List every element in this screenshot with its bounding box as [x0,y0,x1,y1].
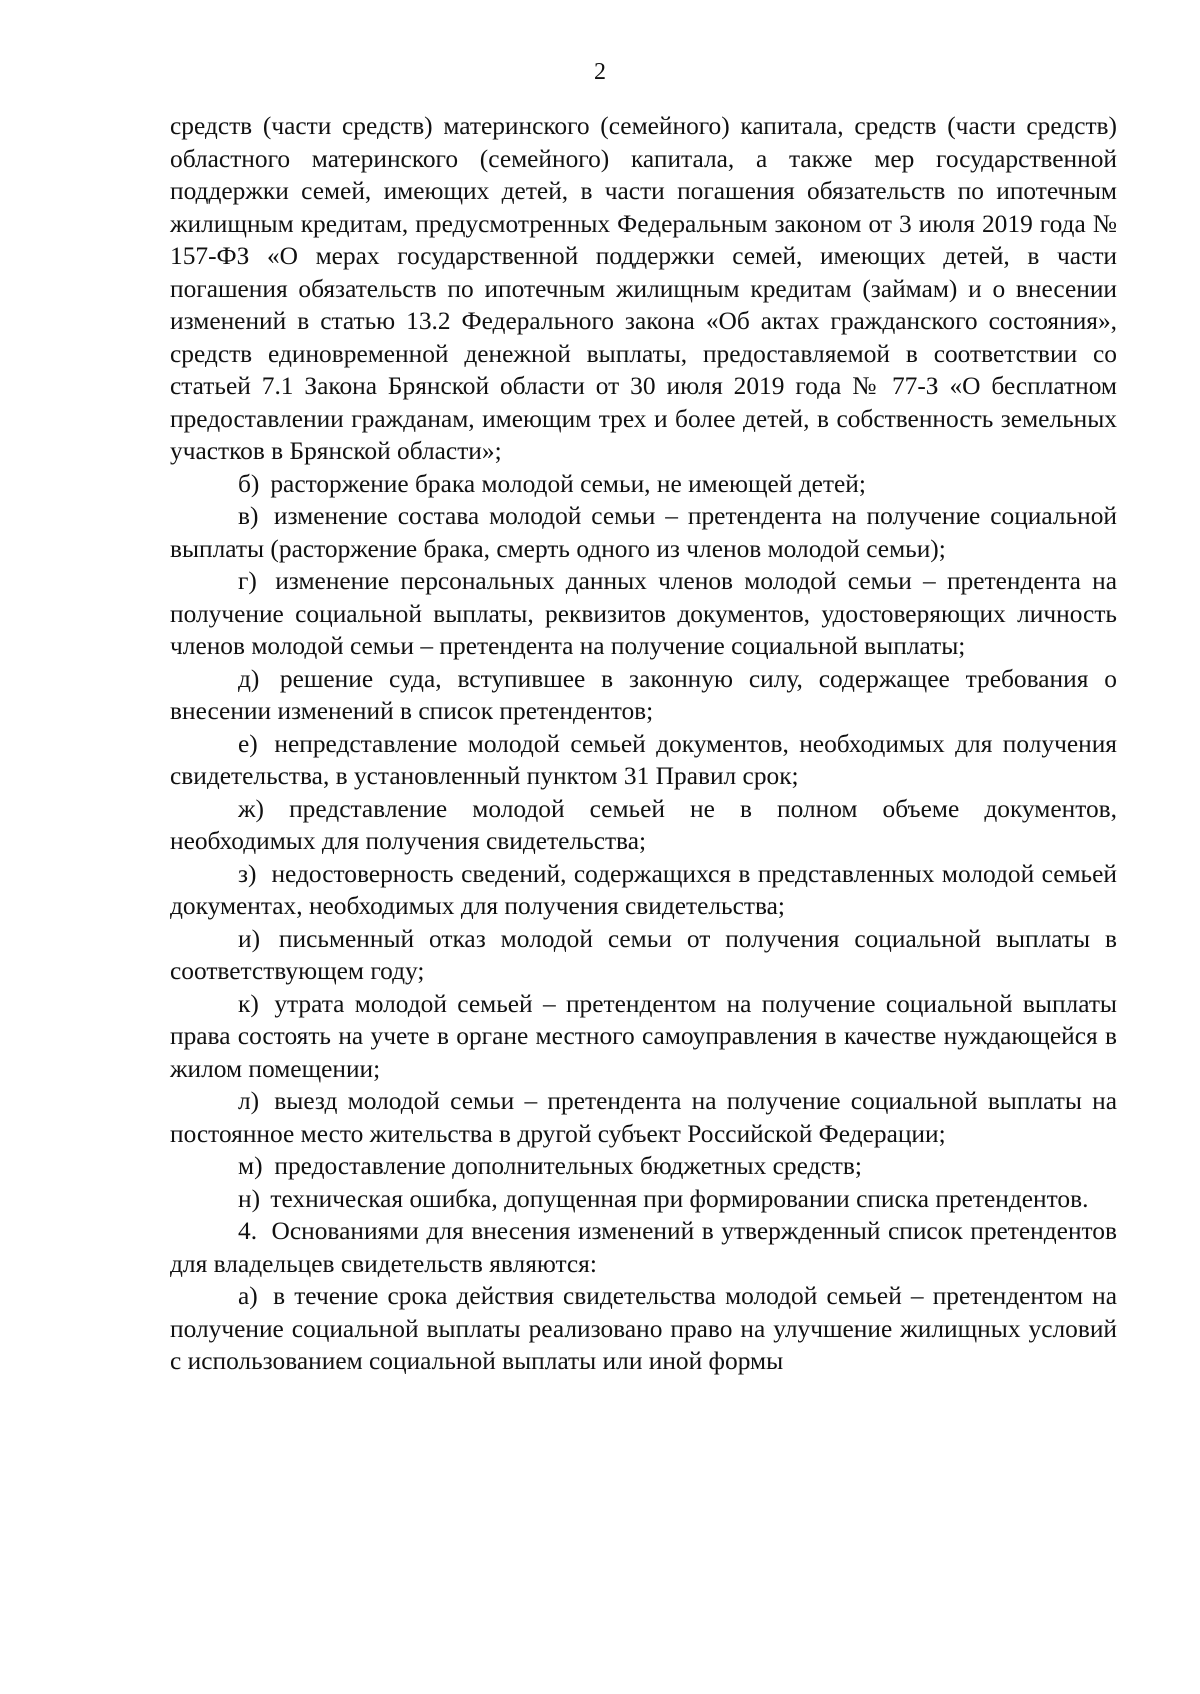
list-item-text: непредставление молодой семьей документов, необходимых для получения свидетельства, в установленный пунктом 31 Правил срок; [170,729,1117,790]
list-item-g [170,565,1117,663]
list-item-marker: б) [238,469,260,498]
list-item-zh [170,793,1117,858]
list-item-text: представление молодой семьей не в полном объеме документов, необходимых для получения свидетельства; [170,794,1117,855]
list-item-text: письменный отказ молодой семьи от получения социальной выплаты в соответствующем году; [170,924,1117,985]
list-item-m [170,1150,1117,1183]
list-item-marker: и) [238,924,261,953]
list-item-marker: к) [238,989,259,1018]
list-item-b [170,468,1117,501]
list-item-marker: в) [238,502,259,530]
list-item-marker: з) [238,859,257,888]
section-text: Основаниями для внесения изменений в утвержденный список претендентов для владельцев свидетельств являются: [170,1217,1117,1278]
list-item-z [170,858,1117,923]
list-item-text: изменение персональных данных членов молодой семьи – претендента на получение социальной выплаты, реквизитов документов, удостоверяющих личность членов молодой семьи – претендента на получение социальной выплаты; [170,567,1117,660]
list-item-i [170,923,1117,988]
list-item-marker: м) [238,1152,263,1180]
list-item-l [170,1085,1117,1150]
section-4-item-a [170,1280,1117,1378]
list-item-marker: л) [238,1087,260,1115]
list-item-text: выезд молодой семьи – претендента на получение социальной выплаты на постоянное место жительства в другой субъект Российской Федерации; [170,1087,1117,1148]
list-item-text: предоставление дополнительных бюджетных средств; [274,1152,862,1180]
list-item-d [170,663,1117,728]
list-item-marker: е) [238,729,258,758]
list-item-text: решение суда, вступившее в законную силу, содержащее требования о внесении изменений в список претендентов; [170,664,1117,725]
page-number: 2 [594,59,606,85]
list-item-e [170,728,1117,793]
list-item-marker: д) [238,664,260,693]
opening-paragraph: средств (части средств) материнского (семейного) капитала, средств (части средств) областного материнского (семейного) капитала, а также мер государственной поддержки семей, имеющих детей, в части погашения обязательств по ипотечным жилищным кредитам, предусмотренных Федеральным законом от 3 июля 2019 года № 157-ФЗ «О мерах государственной поддержки семей, имеющих детей, в части погашения обязательств по ипотечным жилищным кредитам (займам) и о внесении изменений в статью 13.2 Федерального закона «Об актах гражданского состояния», средств единовременной денежной выплаты, предоставляемой в соответствии со статьей 7.1 Закона Брянской области от 30 июля 2019 года № 77-З «О бесплатном предоставлении гражданам, имеющим трех и более детей, в собственность земельных участков в Брянской области»; [170,112,1117,465]
list-item-marker: г) [238,567,257,595]
list-item-n [170,1183,1117,1216]
list-item-marker: ж) [238,794,264,823]
section-4 [170,1215,1117,1280]
list-item-text: недостоверность сведений, содержащихся в представленных молодой семьей документах, необходимых для получения свидетельства; [170,859,1117,920]
list-item-text: расторжение брака молодой семьи, не имеющей детей; [270,469,866,498]
list-item-k [170,988,1117,1086]
list-item-text: изменение состава молодой семьи – претендента на получение социальной выплаты (расторжение брака, смерть одного из членов молодой семьи); [170,502,1117,563]
document-body [170,110,1117,1378]
list-item-text: утрата молодой семьей – претендентом на получение социальной выплаты права состоять на учете в органе местного самоуправления в качестве нуждающейся в жилом помещении; [170,989,1117,1083]
section-marker: 4. [238,1217,258,1245]
list-item-marker: н) [238,1184,261,1213]
list-item-marker: а) [238,1282,258,1310]
list-item-v [170,500,1117,565]
list-item-text: техническая ошибка, допущенная при формировании списка претендентов. [270,1184,1089,1213]
list-item-text: в течение срока действия свидетельства молодой семьей – претендентом на получение социальной выплаты реализовано право на улучшение жилищных условий с использованием социальной выплаты или иной формы [170,1282,1117,1375]
